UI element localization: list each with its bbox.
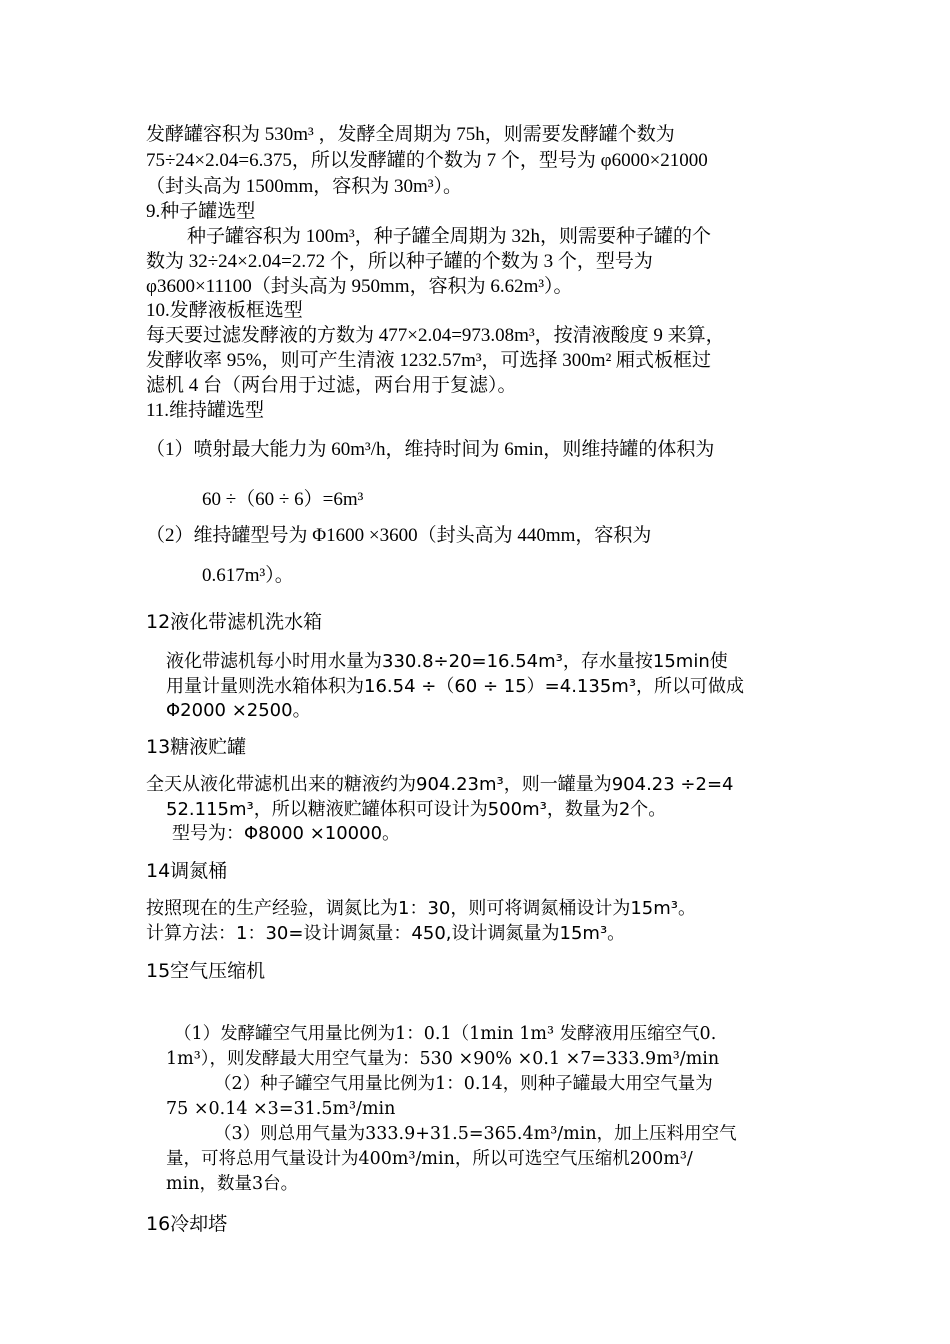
section-heading: 12液化带滤机洗水箱 bbox=[146, 611, 323, 633]
section-heading: 15空气压缩机 bbox=[146, 960, 266, 982]
text-line: 全天从液化带滤机出来的糖液约为904.23m³，则一罐量为904.23 ÷2=4 bbox=[146, 774, 734, 795]
text-line: 用量计量则洗水箱体积为16.54 ÷（60 ÷ 15）=4.135m³，所以可做成 bbox=[166, 676, 745, 697]
text-line: 种子罐容积为 100m³，种子罐全周期为 32h，则需要种子罐的个 bbox=[187, 226, 711, 247]
text-line: Φ2000 ×2500。 bbox=[166, 700, 311, 721]
section-heading: 14调氮桶 bbox=[146, 860, 228, 882]
formula-line: 60 ÷（60 ÷ 6）=6m³ bbox=[202, 489, 364, 510]
text-line: （3）则总用气量为333.9+31.5=365.4m³/min，加上压料用空气 bbox=[214, 1124, 737, 1144]
text-line: （2）种子罐空气用量比例为1：0.14，则种子罐最大用空气量为 bbox=[214, 1074, 713, 1094]
section-heading: 16冷却塔 bbox=[146, 1213, 228, 1235]
text-line: min，数量3台。 bbox=[166, 1174, 299, 1194]
text-line: （封头高为 1500mm，容积为 30m³）。 bbox=[146, 176, 463, 197]
text-line: （1）发酵罐空气用量比例为1：0.1（1min 1m³ 发酵液用压缩空气0. bbox=[174, 1024, 717, 1044]
text-line: 75÷24×2.04=6.375，所以发酵罐的个数为 7 个，型号为 φ6000×21000 bbox=[146, 150, 708, 171]
text-line: 发酵罐容积为 530m³ ，发酵全周期为 75h，则需要发酵罐个数为 bbox=[146, 124, 675, 145]
text-line: φ3600×11100（封头高为 950mm，容积为 6.62m³）。 bbox=[146, 276, 573, 297]
text-line: 数为 32÷24×2.04=2.72 个，所以种子罐的个数为 3 个，型号为 bbox=[146, 251, 653, 272]
section-heading: 9.种子罐选型 bbox=[146, 201, 256, 222]
text-line: 量，可将总用气量设计为400m³/min，所以可选空气压缩机200m³/ bbox=[166, 1149, 693, 1169]
text-line: 按照现在的生产经验，调氮比为1：30，则可将调氮桶设计为15m³。 bbox=[146, 898, 697, 919]
text-line: 计算方法：1：30=设计调氮量：450,设计调氮量为15m³。 bbox=[146, 923, 626, 944]
text-line: 每天要过滤发酵液的方数为 477×2.04=973.08m³，按清液酸度 9 来算， bbox=[146, 325, 725, 346]
text-line: 1m³），则发酵最大用空气量为：530 ×90% ×0.1 ×7=333.9m³/min bbox=[166, 1049, 720, 1069]
text-line: 75 ×0.14 ×3=31.5m³/min bbox=[166, 1099, 396, 1119]
text-line: 滤机 4 台（两台用于过滤，两台用于复滤）。 bbox=[146, 375, 517, 396]
text-line: 52.115m³，所以糖液贮罐体积可设计为500m³，数量为2个。 bbox=[166, 799, 667, 820]
text-line: 液化带滤机每小时用水量为330.8÷20=16.54m³，存水量按15min使 bbox=[166, 651, 728, 672]
text-line: （1）喷射最大能力为 60m³/h，维持时间为 6min，则维持罐的体积为 bbox=[146, 439, 715, 460]
text-line: （2）维持罐型号为 Φ1600 ×3600（封头高为 440mm，容积为 bbox=[146, 525, 652, 546]
text-line: 型号为：Φ8000 ×10000。 bbox=[172, 823, 401, 844]
text-line: 0.617m³）。 bbox=[202, 565, 294, 586]
section-heading: 10.发酵液板框选型 bbox=[146, 300, 303, 321]
section-heading: 13糖液贮罐 bbox=[146, 736, 247, 758]
text-line: 发酵收率 95%，则可产生清液 1232.57m³，可选择 300m² 厢式板框过 bbox=[146, 350, 712, 371]
section-heading: 11.维持罐选型 bbox=[146, 400, 265, 421]
